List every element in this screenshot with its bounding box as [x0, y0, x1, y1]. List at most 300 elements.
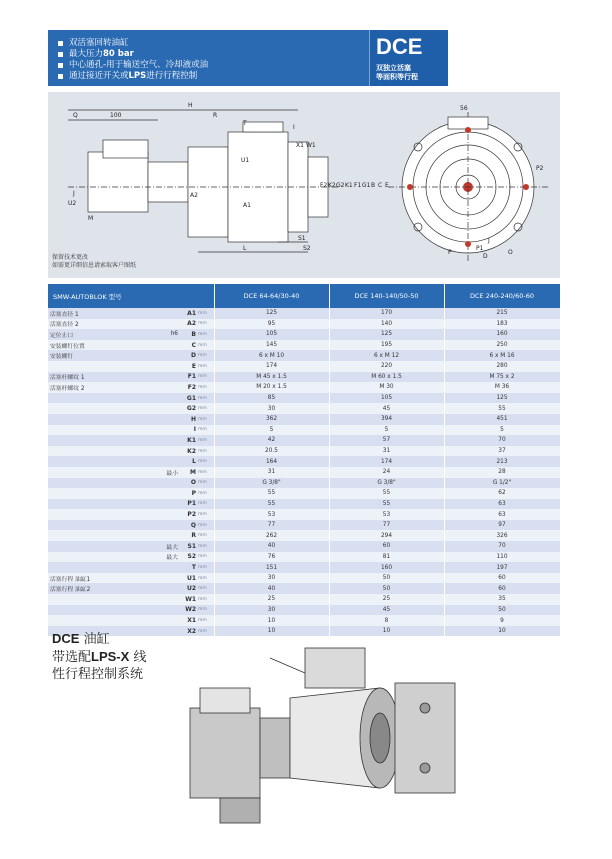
row-description [48, 594, 143, 605]
value-dce140: 174 [329, 456, 444, 467]
note-line-1: 保留技术更改 [52, 254, 89, 261]
value-dce240: 35 [444, 594, 560, 605]
dim-label-f2: F2 [320, 182, 328, 189]
value-dce240: 280 [444, 361, 560, 372]
table-row [48, 562, 560, 573]
row-description [48, 541, 143, 552]
value-dce64: 105 [214, 329, 329, 340]
row-note [143, 605, 180, 616]
feature-text: 中心通孔-用于输送空气、冷却液或油 [69, 60, 209, 70]
value-dce140: 105 [329, 393, 444, 404]
value-dce140: 294 [329, 530, 444, 541]
table-row [48, 308, 560, 319]
dim-label-j: J [73, 190, 75, 197]
line2-post: 线 [129, 650, 147, 665]
row-unit: mm [198, 425, 214, 436]
value-dce140: 220 [329, 361, 444, 372]
bottom-title-rest: 油缸 [79, 632, 110, 647]
value-dce64: 95 [214, 319, 329, 330]
value-dce64: 25 [214, 594, 329, 605]
value-dce140: 195 [329, 340, 444, 351]
value-dce140: 77 [329, 520, 444, 531]
dim-label-k1: K1 [345, 182, 353, 189]
value-dce140: 140 [329, 319, 444, 330]
value-dce64: 40 [214, 541, 329, 552]
row-description [48, 403, 143, 414]
value-dce140: 45 [329, 605, 444, 616]
value-dce240: 60 [444, 573, 560, 584]
row-symbol: W2 [180, 605, 198, 616]
row-symbol: F2 [180, 382, 198, 393]
value-dce64: 30 [214, 403, 329, 414]
row-note [143, 414, 180, 425]
value-dce140: 55 [329, 499, 444, 510]
dim-label-m: M [88, 215, 94, 222]
dim-label-t: T [243, 120, 247, 127]
bullet-icon [58, 41, 63, 46]
row-description [48, 435, 143, 446]
dim-label-u1: U1 [241, 157, 250, 164]
bottom-title-line-3: 性行程控制系统 [52, 667, 144, 682]
table-row [48, 329, 560, 340]
row-unit: mm [198, 446, 214, 457]
row-note [143, 456, 180, 467]
dim-label-g2: G2 [336, 182, 345, 189]
dim-label-u2: U2 [68, 200, 77, 207]
dim-label-p1: P1 [476, 245, 484, 252]
row-description: 活塞行程 油缸2 [48, 583, 143, 594]
row-unit: mm [198, 573, 214, 584]
table-row [48, 583, 560, 594]
row-symbol: U1 [180, 573, 198, 584]
dim-label-s1: S1 [298, 235, 306, 242]
row-note [143, 403, 180, 414]
value-dce140: G 3/8" [329, 478, 444, 489]
value-dce64: 55 [214, 499, 329, 510]
value-dce64: 31 [214, 467, 329, 478]
row-symbol: O [180, 478, 198, 489]
feature-text: 双活塞回转油缸 [69, 38, 129, 48]
row-unit: mm [198, 552, 214, 563]
value-dce140: 5 [329, 425, 444, 436]
row-note [143, 361, 180, 372]
table-row [48, 340, 560, 351]
row-unit: mm [198, 541, 214, 552]
value-dce64: 10 [214, 615, 329, 626]
row-description [48, 509, 143, 520]
row-note [143, 499, 180, 510]
row-description [48, 446, 143, 457]
value-dce140: 6 x M 12 [329, 350, 444, 361]
value-dce240: 110 [444, 552, 560, 563]
table-row [48, 467, 560, 478]
value-dce64: G 3/8" [214, 478, 329, 489]
value-dce140: 170 [329, 308, 444, 319]
value-dce64: 125 [214, 308, 329, 319]
table-row [48, 393, 560, 404]
product-title-box [369, 30, 448, 86]
value-dce140: 55 [329, 488, 444, 499]
row-symbol: P2 [180, 509, 198, 520]
value-dce64: 145 [214, 340, 329, 351]
row-description: 活塞直径 2 [48, 319, 143, 330]
value-dce140: 24 [329, 467, 444, 478]
row-symbol: C [180, 340, 198, 351]
spec-table [48, 284, 561, 636]
value-dce140: 50 [329, 583, 444, 594]
value-dce140: M 60 x 1.5 [329, 372, 444, 383]
row-symbol: K2 [180, 446, 198, 457]
bullet-icon [58, 74, 63, 79]
value-dce140: 53 [329, 509, 444, 520]
value-dce240: M 75 x 2 [444, 372, 560, 383]
row-note [143, 594, 180, 605]
value-dce64: 10 [214, 626, 329, 637]
dim-label-x1: X1 [296, 142, 304, 149]
dim-label-s2: S2 [303, 245, 311, 252]
value-dce64: 55 [214, 488, 329, 499]
dim-label-100: 100 [110, 112, 122, 119]
value-dce240: 63 [444, 499, 560, 510]
row-symbol: W1 [180, 594, 198, 605]
value-dce64: 30 [214, 605, 329, 616]
value-dce240: M 36 [444, 382, 560, 393]
value-dce240: 160 [444, 329, 560, 340]
row-symbol: K1 [180, 435, 198, 446]
value-dce140: 31 [329, 446, 444, 457]
bottom-title-bold: DCE [52, 631, 80, 646]
table-row [48, 509, 560, 520]
value-dce240: 70 [444, 435, 560, 446]
value-dce240: 9 [444, 615, 560, 626]
row-symbol: Q [180, 520, 198, 531]
row-symbol: H [180, 414, 198, 425]
value-dce240: 55 [444, 403, 560, 414]
value-dce240: 50 [444, 605, 560, 616]
feature-rest-text: 进行行程控制 [146, 71, 198, 81]
value-dce240: 125 [444, 393, 560, 404]
value-dce140: 57 [329, 435, 444, 446]
row-symbol: X1 [180, 615, 198, 626]
table-row [48, 350, 560, 361]
row-unit: mm [198, 520, 214, 531]
row-description [48, 478, 143, 489]
row-note [143, 573, 180, 584]
value-dce64: 30 [214, 573, 329, 584]
row-description [48, 530, 143, 541]
value-dce64: 20.5 [214, 446, 329, 457]
value-dce64: 6 x M 10 [214, 350, 329, 361]
dim-label-e: E [385, 182, 389, 189]
value-dce240: G 1/2" [444, 478, 560, 489]
bullet-icon [58, 52, 63, 57]
row-unit: mm [198, 340, 214, 351]
value-dce64: 53 [214, 509, 329, 520]
row-symbol: G2 [180, 403, 198, 414]
row-description: 安装螺钉 [48, 350, 143, 361]
row-unit: mm [198, 382, 214, 393]
dim-label-o: O [508, 249, 513, 256]
row-unit: mm [198, 509, 214, 520]
table-header-row [48, 284, 560, 308]
row-note [143, 583, 180, 594]
dim-label-h: H [188, 102, 193, 109]
row-symbol: P1 [180, 499, 198, 510]
dim-label-a2: A2 [190, 192, 198, 199]
row-description [48, 520, 143, 531]
value-dce240: 10 [444, 626, 560, 637]
row-unit: mm [198, 329, 214, 340]
value-dce140: 50 [329, 573, 444, 584]
row-symbol: U2 [180, 583, 198, 594]
row-description [48, 467, 143, 478]
row-symbol: B [180, 329, 198, 340]
feature-text: 最大压力 [69, 49, 104, 59]
row-note [143, 509, 180, 520]
table-row [48, 573, 560, 584]
row-note [143, 435, 180, 446]
dim-label-l: L [243, 245, 247, 252]
value-dce64: 77 [214, 520, 329, 531]
row-description: 活塞杆螺纹 1 [48, 372, 143, 383]
value-dce240: 451 [444, 414, 560, 425]
row-description [48, 499, 143, 510]
row-symbol: L [180, 456, 198, 467]
row-unit: mm [198, 583, 214, 594]
table-row [48, 499, 560, 510]
col-header-dce140: DCE 140-140/50-50 [329, 284, 444, 308]
note-line-2: 如需更详细信息请索取客户图纸 [52, 262, 137, 269]
row-note [143, 372, 180, 383]
value-dce64: 40 [214, 583, 329, 594]
dim-label-r: R [213, 112, 218, 119]
dim-label-c: C [378, 182, 383, 189]
dim-label-g1: G1 [362, 182, 371, 189]
row-unit: mm [198, 435, 214, 446]
value-dce240: 28 [444, 467, 560, 478]
row-description [48, 425, 143, 436]
row-description [48, 414, 143, 425]
row-symbol: S2 [180, 552, 198, 563]
value-dce140: M 30 [329, 382, 444, 393]
row-unit: mm [198, 605, 214, 616]
row-description [48, 605, 143, 616]
row-description [48, 552, 143, 563]
row-symbol: T [180, 562, 198, 573]
table-row [48, 530, 560, 541]
table-row [48, 319, 560, 330]
product-title: DCE [376, 34, 423, 59]
value-dce240: 197 [444, 562, 560, 573]
value-dce140: 8 [329, 615, 444, 626]
value-dce240: 97 [444, 520, 560, 531]
value-dce240: 63 [444, 509, 560, 520]
row-symbol: G1 [180, 393, 198, 404]
row-symbol: F1 [180, 372, 198, 383]
table-row [48, 446, 560, 457]
table-row [48, 520, 560, 531]
row-symbol: M [180, 467, 198, 478]
dim-label-56: 56 [460, 105, 468, 112]
row-unit: mm [198, 615, 214, 626]
dim-label-f1: F1 [354, 182, 362, 189]
row-note [143, 530, 180, 541]
dim-label-p2: P2 [536, 165, 544, 172]
table-row [48, 478, 560, 489]
value-dce64: 164 [214, 456, 329, 467]
row-symbol: E [180, 361, 198, 372]
table-row [48, 605, 560, 616]
row-description [48, 488, 143, 499]
row-symbol: A1 [180, 308, 198, 319]
row-symbol: I [180, 425, 198, 436]
row-unit: mm [198, 562, 214, 573]
value-dce240: 5 [444, 425, 560, 436]
row-unit: mm [198, 361, 214, 372]
row-note [143, 425, 180, 436]
value-dce64: 76 [214, 552, 329, 563]
value-dce64: 174 [214, 361, 329, 372]
row-description: 活塞杆螺纹 2 [48, 382, 143, 393]
row-unit: mm [198, 456, 214, 467]
dim-label-d: D [483, 253, 488, 260]
row-description: 定位止口 [48, 329, 143, 340]
value-dce140: 60 [329, 541, 444, 552]
value-dce64: 262 [214, 530, 329, 541]
row-unit: mm [198, 478, 214, 489]
value-dce240: 70 [444, 541, 560, 552]
row-unit: mm [198, 499, 214, 510]
value-dce240: 215 [444, 308, 560, 319]
table-row [48, 541, 560, 552]
row-note [143, 562, 180, 573]
line2-bold: LPS-X [91, 649, 130, 664]
table-row [48, 425, 560, 436]
value-dce64: 5 [214, 425, 329, 436]
value-dce140: 125 [329, 329, 444, 340]
row-note: h6 [143, 329, 180, 340]
dimension-drawing-svg [48, 92, 560, 278]
value-dce140: 45 [329, 403, 444, 414]
row-unit: mm [198, 319, 214, 330]
table-row [48, 488, 560, 499]
value-dce240: 183 [444, 319, 560, 330]
row-note [143, 308, 180, 319]
value-dce64: 85 [214, 393, 329, 404]
subtitle-line-2: 等面积等行程 [376, 73, 418, 81]
table-row [48, 372, 560, 383]
table-row [48, 456, 560, 467]
row-description: 活塞直径 1 [48, 308, 143, 319]
row-symbol: R [180, 530, 198, 541]
row-note [143, 340, 180, 351]
row-unit: mm [198, 403, 214, 414]
product-subtitle [376, 64, 418, 82]
row-note: 最大 [143, 552, 180, 563]
technical-drawing [48, 92, 560, 278]
table-row [48, 615, 560, 626]
row-note: 最小 [143, 467, 180, 478]
row-note [143, 520, 180, 531]
row-symbol: X2 [180, 626, 198, 637]
value-dce240: 62 [444, 488, 560, 499]
table-row [48, 435, 560, 446]
row-unit: mm [198, 350, 214, 361]
row-symbol: A2 [180, 319, 198, 330]
row-note [143, 393, 180, 404]
value-dce240: 326 [444, 530, 560, 541]
value-dce240: 6 x M 16 [444, 350, 560, 361]
spec-table-body [48, 308, 560, 636]
value-dce240: 213 [444, 456, 560, 467]
row-symbol: D [180, 350, 198, 361]
cylinder-photo [130, 628, 470, 838]
row-description: 安装螺钉位置 [48, 340, 143, 351]
row-note [143, 615, 180, 626]
drawing-note [52, 254, 136, 270]
row-unit: mm [198, 372, 214, 383]
row-unit: mm [198, 594, 214, 605]
dim-label-j2: J [488, 237, 490, 244]
value-dce140: 81 [329, 552, 444, 563]
row-unit: mm [198, 467, 214, 478]
table-row [48, 594, 560, 605]
value-dce64: M 45 x 1.5 [214, 372, 329, 383]
row-symbol: S1 [180, 541, 198, 552]
dim-label-w1: W1 [306, 142, 316, 149]
value-dce240: 250 [444, 340, 560, 351]
dim-label-q: Q [73, 112, 78, 119]
row-description [48, 562, 143, 573]
col-header-dce240: DCE 240-240/60-60 [444, 284, 560, 308]
feature-bold-text: LPS [128, 71, 147, 81]
feature-bold-text: 80 bar [103, 49, 134, 59]
row-unit: mm [198, 308, 214, 319]
row-note [143, 478, 180, 489]
line2-pre: 带选配 [52, 650, 92, 665]
dim-label-a1: A1 [243, 202, 251, 209]
bullet-icon [58, 63, 63, 68]
feature-text: 通过接近开关或 [69, 71, 129, 81]
row-unit: mm [198, 488, 214, 499]
subtitle-line-1: 双独立活塞 [376, 64, 411, 72]
table-row [48, 361, 560, 372]
dim-label-b: B [371, 182, 376, 189]
table-row [48, 382, 560, 393]
value-dce64: M 20 x 1.5 [214, 382, 329, 393]
col-header-model: SMW-AUTOBLOK 型号 [48, 284, 214, 308]
col-header-dce64: DCE 64-64/30-40 [214, 284, 329, 308]
dim-label-i: I [293, 124, 295, 131]
row-description [48, 456, 143, 467]
row-description [48, 615, 143, 626]
row-note [143, 488, 180, 499]
value-dce140: 394 [329, 414, 444, 425]
row-note [143, 319, 180, 330]
value-dce240: 60 [444, 583, 560, 594]
value-dce140: 10 [329, 626, 444, 637]
row-note [143, 382, 180, 393]
row-symbol: P [180, 488, 198, 499]
value-dce64: 362 [214, 414, 329, 425]
row-unit: mm [198, 393, 214, 404]
dim-label-k2: K2 [328, 182, 336, 189]
row-unit: mm [198, 414, 214, 425]
value-dce240: 37 [444, 446, 560, 457]
value-dce140: 25 [329, 594, 444, 605]
table-row [48, 403, 560, 414]
table-row [48, 552, 560, 563]
